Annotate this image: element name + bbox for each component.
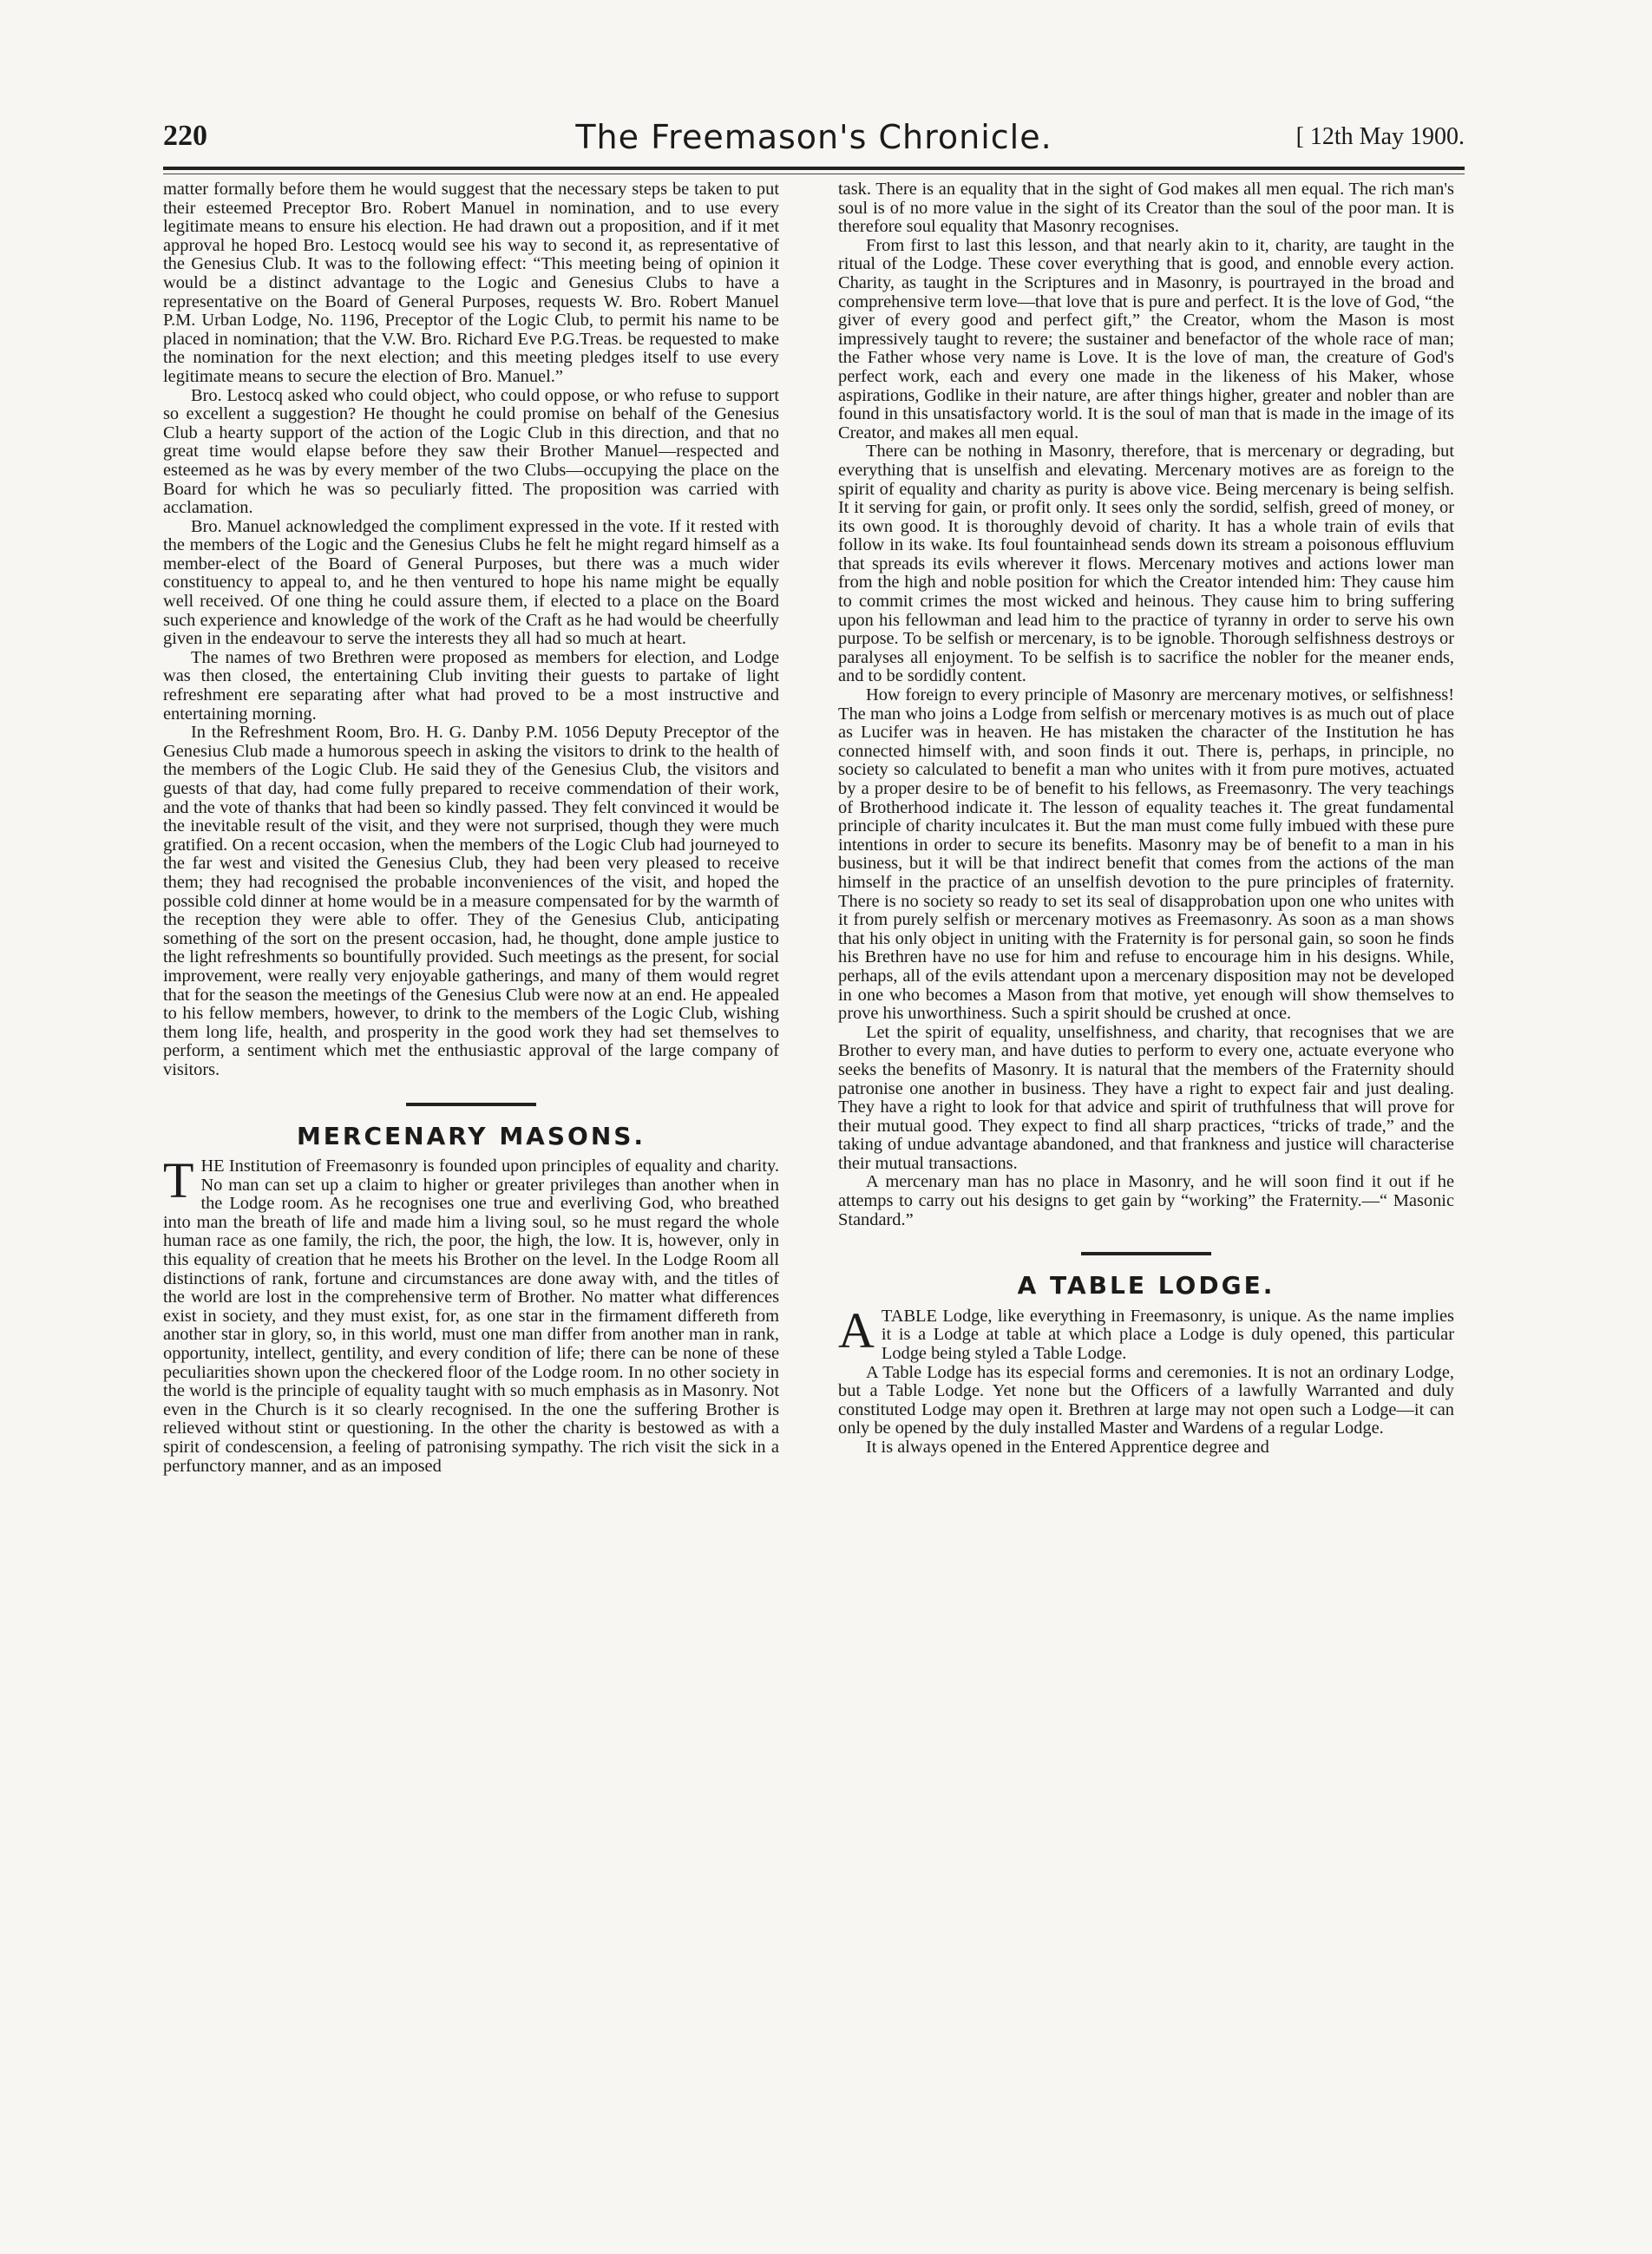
section-title-table-lodge: A TABLE LODGE. [1017, 1271, 1275, 1301]
paragraph: Bro. Manuel acknowledged the compliment expressed in the vote. If it rested with the members of the Logic and the Genesius Clubs he felt he might regard himself as a member-elect of the Board of General Purposes, but there was a much wider constituency to appeal to, and he then ventured to hope his name might be equally well received. Of one thing he could assure them, if elected to a place on the Board such experience and knowledge of the work of the Craft as he had would be cheerfully given in the endeavour to serve the interests they all had so much at heart. [163, 516, 779, 649]
drop-cap: A [838, 1301, 875, 1359]
paragraph: Let the spirit of equality, unselfishness, and charity, that recognises that we are Brother to every man, and have duties to perform to every one, actuate everyone who seeks the benefits of Masonry. It is natural that the members of the Fraternity should patronise one another in business. They have a right to expect fair and just dealing. They have a right to look for that advice and spirit of truthfulness that will prove for their mutual good. They expect to find all sharp practices, “tricks of trade,” and the taking of undue advantage abandoned, and that frankness and justice will characterise their mutual transactions. [838, 1022, 1454, 1173]
paragraph: A Table Lodge has its especial forms and ceremonies. It is not an ordinary Lodge, but a Table Lodge. Yet none but the Officers of a lawfully Warranted and duly constituted Lodge may open it. Brethren at large may not open such a Lodge—it can only be opened by the duly installed Master and Wardens of a regular Lodge. [838, 1362, 1454, 1438]
paragraph: Bro. Lestocq asked who could object, who could oppose, or who refuse to support so excellent a suggestion? He thought he could promise on behalf of the Genesius Club a hearty support of the action of the Logic Club in this direction, and that no great time would elapse before they saw their Brother Manuel—respected and esteemed as he was by every member of the two Clubs—occupying the place on the Board for which he was so peculiarly fitted. The proposition was carried with acclamation. [163, 385, 779, 518]
section-divider [1081, 1252, 1211, 1255]
paragraph [163, 1152, 779, 1476]
right-column [838, 180, 1454, 1458]
paragraph: It is always opened in the Entered Apprentice degree and [866, 1438, 1269, 1457]
paragraph: matter formally before them he would suggest that the necessary steps be taken to put their esteemed Preceptor Bro. Robert Manuel in nomination, and to use every legitimate means to ensure his election. He had drawn out a proposition, and if it met approval he hoped Bro. Lestocq would see his way to second it, as representative of the Genesius Club. It was to the following effect: “This meeting being of opinion it would be a distinct advantage to the Logic and Genesius Clubs to have a representative on the Board of General Purposes, requests W. Bro. Robert Manuel P.M. Urban Lodge, No. 1196, Preceptor of the Logic Club, to permit his name to be placed in nomination; that the V.W. Bro. Richard Eve P.G.Treas. be requested to make the nomination for the next election; and this meeting pledges itself to use every legitimate means to secure the election of Bro. Manuel.” [163, 180, 779, 386]
paragraph: The names of two Brethren were proposed as members for election, and Lodge was then closed, the entertaining Club inviting their guests to partake of light refreshment ere separating after what had proved to be a most instructive and entertaining morning. [163, 647, 779, 724]
issue-date: [ 12th May 1900. [1295, 123, 1465, 150]
paragraph-text: TABLE Lodge, like everything in Freemasonry, is unique. As the name implies it is a Lodge at table at which place a Lodge is duly opened, this particular Lodge being styled a Table Lodge. [881, 1306, 1454, 1364]
section-divider [406, 1103, 536, 1106]
left-column [163, 180, 779, 1476]
paragraph: From first to last this lesson, and that nearly akin to it, charity, are taught in the ritual of the Lodge. These cover everything that is good, and ennoble every action. Charity, as taught in the Scriptures and in Masonry, is pourtrayed in the broad and comprehensive term love—that love that is pure and perfect. It is the love of God, “the giver of every good and perfect gift,” the Creator, whom the Mason is most impressively taught to revere; the sustainer and benefactor of the whole race of man; the Father whose very name is Love. It is the love of man, the creature of God's perfect work, each and every one made in the likeness of his Maker, whose aspirations, Godlike in their nature, are after things higher, greater and nobler than are found in this unsatisfactory world. It is the soul of man that is made in the image of its Creator, and makes all men equal. [838, 235, 1454, 442]
journal-title: The Freemason's Chronicle. [575, 118, 1052, 156]
masthead [163, 118, 1465, 160]
paragraph: In the Refreshment Room, Bro. H. G. Danby P.M. 1056 Deputy Preceptor of the Genesius Club made a humorous speech in asking the visitors to drink to the health of the members of the Logic Club. He said they of the Genesius Club, the visitors and guests of that day, had come fully prepared to receive commendation of their work, and the vote of thanks that had been so kindly passed. They felt convinced it would be the inevitable result of the visit, and they were not surprised, though they were much gratified. On a recent occasion, when the members of the Logic Club had journeyed to the far west and visited the Genesius Club, they had been very pleased to receive them; they had recognised the probable inconveniences of the visit, and hoped the possible cold dinner at home would be in a measure compensated for by the warmth of the reception they were able to offer. They of the Genesius Club, anticipating something of the sort on the present occasion, had, he thought, done ample justice to the light refreshments so bountifully provided. Such meetings as the present, for social improvement, were really very enjoyable gatherings, and many of them would regret that for the season the meetings of the Genesius Club were now at an end. He appealed to his fellow members, however, to drink to the members of the Logic Club, wishing them long life, health, and prosperity in the good work they had set themselves to perform, a sentiment which met the enthusiastic approval of the large company of visitors. [163, 723, 779, 1079]
drop-cap: T [163, 1152, 194, 1209]
paragraph-text: HE Institution of Freemasonry is founded upon principles of equality and charity. No man can set up a claim to higher or greater privileges than another when in the Lodge room. As he recognises one true and everliving God, who breathed into man the breath of life and made him a living soul, so he must regard the whole human race as one family, the rich, the poor, the high, the low. It is, however, only in this equality of creation that he meets his Brother on the level. In the Lodge Room all distinctions of rank, fortune and circumstances are done away with, and the titles of the world are lost in the comprehensive term of Brother. No matter what differences exist in society, and they must exist, for, as one star in the firmament differeth from another star in glory, so, in this world, must one man differ from another man in rank, opportunity, intellect, gentility, and every condition of life; there can be none of these peculiarities shown upon the checkered floor of the Lodge room. In no other society in the world is the principle of equality taught with so much emphasis as in Masonry. Not even in the Church is it so clearly recognised. In the one the suffering Brother is relieved without stint or questioning. In the other the charity is bestowed as with a spirit of condescension, a feeling of patronising sympathy. The rich visit the sick in a perfunctory manner, and as an imposed [163, 1156, 779, 1476]
page-number: 220 [163, 120, 207, 152]
header-rule [163, 167, 1465, 170]
paragraph: There can be nothing in Masonry, therefore, that is mercenary or degrading, but everything that is unselfish and elevating. Mercenary motives are as foreign to the spirit of equality and charity as purity is above vice. Being mercenary is being selfish. It it serving for gain, or profit only. It sees only the sordid, selfish, greed of money, or its own good. It is thoroughly devoid of charity. It has a whole train of evils that follow in its wake. Its foul fountainhead sends down its stream a poisonous effluvium that spreads its evils wherever it flows. Mercenary motives and actions lower man from the high and noble position for which the Creator intended him: They cause him to commit crimes the most wicked and heinous. They cause him to bring suffering upon his fellowman and lead him to the practice of tyranny in order to serve his own purpose. To be selfish or mercenary, is to be ignoble. Thorough selfishness destroys or paralyses all enjoyment. To be selfish is to sacrifice the nobler for the meaner ends, and to be sordidly content. [838, 442, 1454, 686]
paragraph: A mercenary man has no place in Masonry, and he will soon find it out if he attemps to carry out his designs to get gain by “working” the Fraternity.—“ Masonic Standard.” [838, 1172, 1454, 1229]
paragraph: task. There is an equality that in the sight of God makes all men equal. The rich man's soul is of no more value in the sight of its Creator than the soul of the poor man. It is therefore soul equality that Masonry recognises. [838, 180, 1454, 237]
section-title-mercenary-masons: MERCENARY MASONS. [296, 1121, 646, 1150]
paragraph: How foreign to every principle of Masonry are mercenary motives, or selfishness! The man who joins a Lodge from selfish or mercenary motives is as much out of place as Lucifer was in heaven. He has mistaken the character of the Institution he has connected himself with, and soon finds it out. There is, perhaps, in principle, no society so calculated to benefit a man who unites with it from pure motives, actuated by a proper desire to be of benefit to his fellows, as Freemasonry. The very teachings of Brotherhood indicate it. The lesson of equality teaches it. The great fundamental principle of charity inculcates it. But the man must come fully imbued with these pure intentions in order to secure its benefits. Masonry may be of benefit to a man in his business, but it will be that indirect benefit that comes from the actions of the man himself in the practice of an unselfish devotion to the pure principles of fraternity. There is no society so ready to set its seal of disapprobation upon one who unites with it from purely selfish or mercenary motives as Freemasonry. As soon as a man shows that his only object in uniting with the Fraternity is for personal gain, so soon he finds his Brethren have no use for him and refuse to encourage him in his designs. While, perhaps, all of the evils attendant upon a mercenary disposition may not be developed in one who becomes a Mason from that motive, yet enough will show themselves to prove his unworthiness. Such a spirit should be crushed at once. [838, 685, 1454, 1024]
paragraph [838, 1301, 1454, 1364]
